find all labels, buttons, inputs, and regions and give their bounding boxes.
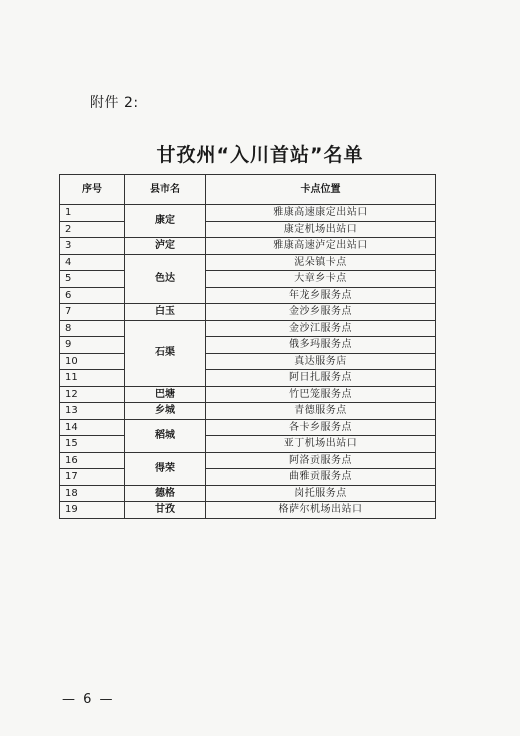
table-row	[60, 419, 436, 436]
row-number: 17	[60, 469, 125, 486]
row-number: 5	[60, 271, 125, 288]
row-number: 18	[60, 485, 125, 502]
location-cell: 各卡乡服务点	[206, 419, 436, 436]
roster-table	[59, 174, 436, 519]
row-number: 15	[60, 436, 125, 453]
row-number: 7	[60, 304, 125, 321]
table-header-row	[60, 175, 436, 205]
header-location: 卡点位置	[206, 175, 436, 205]
county-cell: 巴塘	[125, 386, 206, 403]
row-number: 11	[60, 370, 125, 387]
table-row	[60, 221, 436, 238]
table-row	[60, 205, 436, 222]
row-number: 9	[60, 337, 125, 354]
location-cell: 真达服务店	[206, 353, 436, 370]
location-cell: 岗托服务点	[206, 485, 436, 502]
table-row	[60, 403, 436, 420]
row-number: 4	[60, 254, 125, 271]
county-cell: 康定	[125, 205, 206, 238]
county-cell: 乡城	[125, 403, 206, 420]
row-number: 2	[60, 221, 125, 238]
table-row	[60, 386, 436, 403]
table-row	[60, 436, 436, 453]
header-number: 序号	[60, 175, 125, 205]
table-row	[60, 353, 436, 370]
location-cell: 青德服务点	[206, 403, 436, 420]
county-cell: 色达	[125, 254, 206, 304]
document-title: 甘孜州“入川首站”名单	[156, 144, 364, 166]
county-cell: 白玉	[125, 304, 206, 321]
location-cell: 金沙乡服务点	[206, 304, 436, 321]
county-cell: 甘孜	[125, 502, 206, 519]
location-cell: 年龙乡服务点	[206, 287, 436, 304]
location-cell: 雅康高速泸定出站口	[206, 238, 436, 255]
location-cell: 康定机场出站口	[206, 221, 436, 238]
row-number: 3	[60, 238, 125, 255]
location-cell: 阿日扎服务点	[206, 370, 436, 387]
table-row	[60, 320, 436, 337]
table-row	[60, 254, 436, 271]
location-cell: 亚丁机场出站口	[206, 436, 436, 453]
location-cell: 金沙江服务点	[206, 320, 436, 337]
county-cell: 德格	[125, 485, 206, 502]
county-cell: 泸定	[125, 238, 206, 255]
location-cell: 泥朵镇卡点	[206, 254, 436, 271]
row-number: 19	[60, 502, 125, 519]
row-number: 13	[60, 403, 125, 420]
row-number: 16	[60, 452, 125, 469]
location-cell: 雅康高速康定出站口	[206, 205, 436, 222]
table-row	[60, 271, 436, 288]
header-county: 县市名	[125, 175, 206, 205]
attachment-label: 附件 2:	[90, 95, 139, 111]
row-number: 14	[60, 419, 125, 436]
location-cell: 阿洛贡服务点	[206, 452, 436, 469]
county-cell: 稻城	[125, 419, 206, 452]
row-number: 6	[60, 287, 125, 304]
location-cell: 大章乡卡点	[206, 271, 436, 288]
table-row	[60, 287, 436, 304]
county-cell: 石渠	[125, 320, 206, 386]
table-row	[60, 502, 436, 519]
row-number: 8	[60, 320, 125, 337]
county-cell: 得荣	[125, 452, 206, 485]
table-row	[60, 485, 436, 502]
table-row	[60, 452, 436, 469]
location-cell: 格萨尔机场出站口	[206, 502, 436, 519]
row-number: 10	[60, 353, 125, 370]
row-number: 1	[60, 205, 125, 222]
table-row	[60, 337, 436, 354]
location-cell: 曲雅贡服务点	[206, 469, 436, 486]
row-number: 12	[60, 386, 125, 403]
table-row	[60, 238, 436, 255]
table-row	[60, 370, 436, 387]
table-row	[60, 469, 436, 486]
page-number: — 6 —	[62, 692, 115, 707]
table-row	[60, 304, 436, 321]
location-cell: 竹巴笼服务点	[206, 386, 436, 403]
location-cell: 俄多玛服务点	[206, 337, 436, 354]
